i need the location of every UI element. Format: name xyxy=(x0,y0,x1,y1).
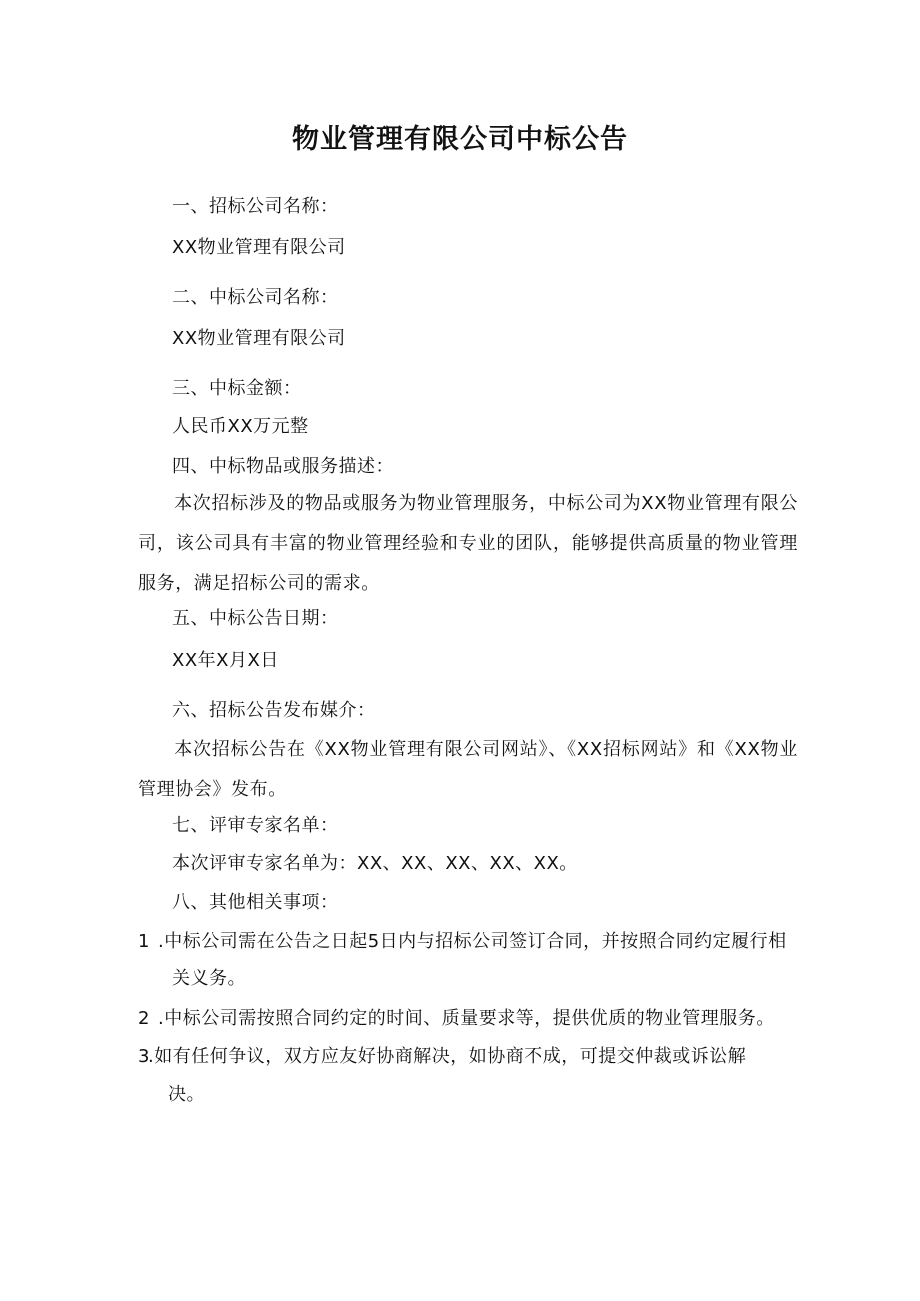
section-1-value: XX物业管理有限公司 xyxy=(172,237,346,258)
section-3-heading: 三、中标金额： xyxy=(172,378,302,399)
item-1-text-continued: 关义务。 xyxy=(172,968,246,989)
item-2-number: 2 xyxy=(138,1008,150,1029)
section-2-heading: 二、中标公司名称： xyxy=(172,287,339,308)
section-4-heading: 四、中标物品或服务描述： xyxy=(172,456,394,477)
section-7-heading: 七、评审专家名单： xyxy=(172,815,339,836)
section-4-text: 本次招标涉及的物品或服务为物业管理服务，中标公司为XX物业管理有限公司，该公司具有丰富的物业管理经验和专业的团队，能够提供高质量的物业管理服务，满足招标公司的需求。 xyxy=(138,493,798,594)
section-7-value: 本次评审专家名单为：XX、XX、XX、XX、XX。 xyxy=(172,853,578,874)
section-8-heading: 八、其他相关事项： xyxy=(172,892,339,913)
item-1-number: 1 xyxy=(138,931,150,952)
item-2-text: .中标公司需按照合同约定的时间、质量要求等，提供优质的物业管理服务。 xyxy=(158,1008,775,1029)
section-1-heading: 一、招标公司名称： xyxy=(172,196,339,217)
item-1-text: .中标公司需在公告之日起5日内与招标公司签订合同，并按照合同约定履行相 xyxy=(158,931,787,952)
item-3-text-continued: 决。 xyxy=(168,1084,205,1105)
section-5-heading: 五、中标公告日期： xyxy=(172,608,339,629)
section-3-value: 人民币XX万元整 xyxy=(172,416,309,437)
section-2-value: XX物业管理有限公司 xyxy=(172,328,346,349)
section-6-paragraph xyxy=(138,730,798,810)
section-4-paragraph xyxy=(138,484,798,604)
item-3-number: 3 xyxy=(138,1046,150,1067)
section-6-text: 本次招标公告在《XX物业管理有限公司网站》、《XX招标网站》和《XX物业管理协会》发布。 xyxy=(138,739,798,800)
section-5-value: XX年X月X日 xyxy=(172,650,279,671)
section-6-heading: 六、招标公告发布媒介： xyxy=(172,700,376,721)
document-title: 物业管理有限公司中标公告 xyxy=(292,124,628,155)
item-3-text: .如有任何争议，双方应友好协商解决，如协商不成，可提交仲裁或诉讼解 xyxy=(148,1046,747,1067)
